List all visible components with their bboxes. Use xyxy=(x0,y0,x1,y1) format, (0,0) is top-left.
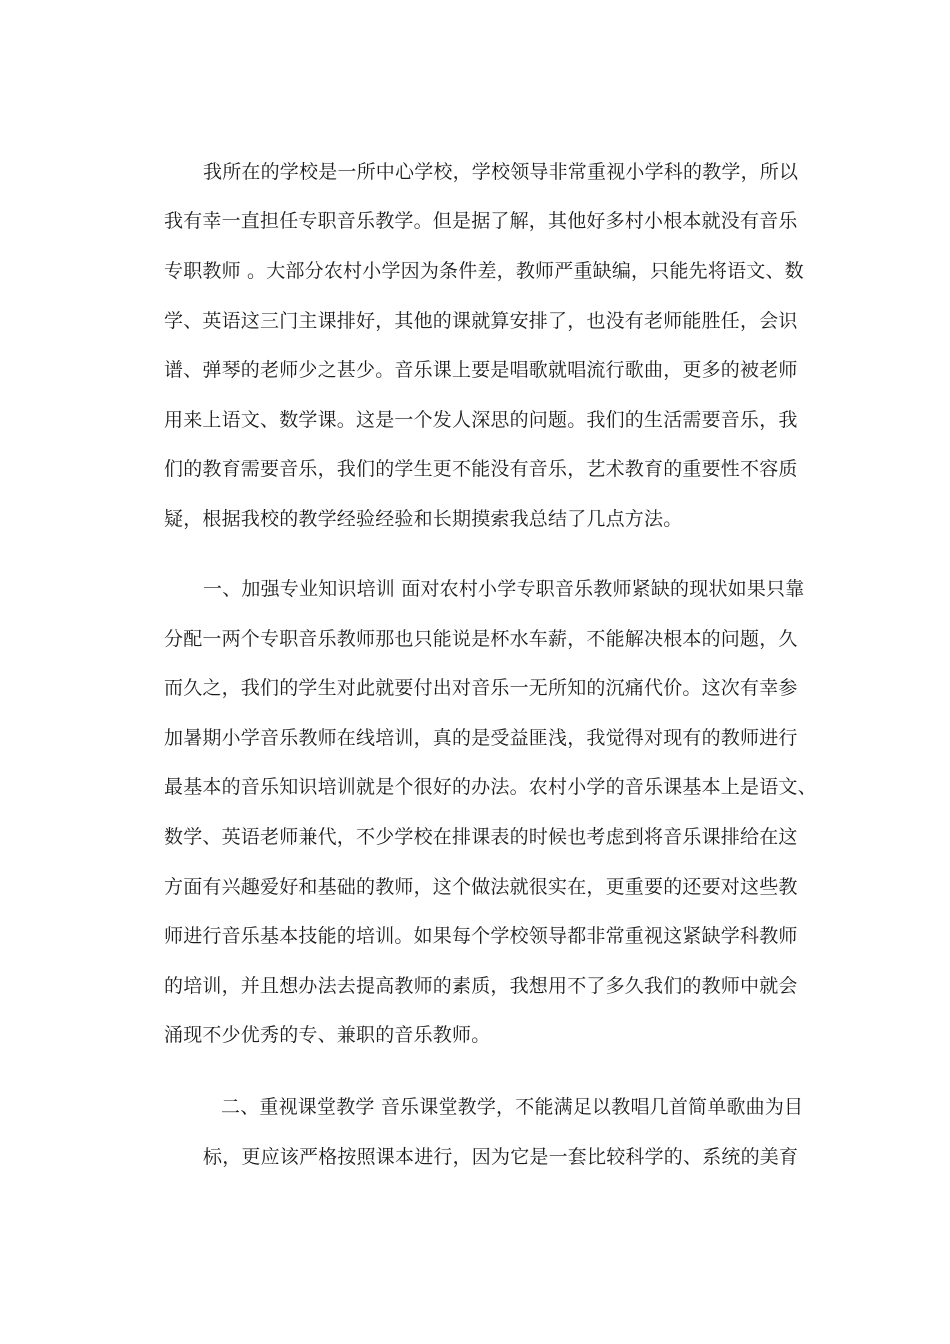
text-line: 我所在的学校是一所中心学校，学校领导非常重视小学科的教学，所以 xyxy=(203,161,799,183)
text-line: 涌现不少优秀的专、兼职的音乐教师。 xyxy=(164,1024,491,1046)
text-line: 一、加强专业知识培训 面对农村小学专职音乐教师紧缺的现状如果只靠 xyxy=(203,578,805,600)
text-line: 二、重视课堂教学 音乐课堂教学，不能满足以教唱几首简单歌曲为目 xyxy=(221,1096,804,1118)
text-line: 用来上语文、数学课。这是一个发人深思的问题。我们的生活需要音乐，我 xyxy=(164,409,798,431)
text-line: 最基本的音乐知识培训就是个很好的办法。农村小学的音乐课基本上是语文、 xyxy=(164,776,817,798)
text-line: 师进行音乐基本技能的培训。如果每个学校领导都非常重视这紧缺学科教师 xyxy=(164,925,798,947)
text-line: 专职教师 。大部分农村小学因为条件差，教师严重缺编，只能先将语文、数 xyxy=(164,260,804,282)
text-line: 谱、弹琴的老师少之甚少。音乐课上要是唱歌就唱流行歌曲，更多的被老师 xyxy=(164,359,798,381)
text-line: 标，更应该严格按照课本进行，因为它是一套比较科学的、系统的美育 xyxy=(203,1146,799,1168)
text-line: 疑，根据我校的教学经验经验和长期摸索我总结了几点方法。 xyxy=(164,508,683,530)
text-line: 的培训，并且想办法去提高教师的素质，我想用不了多久我们的教师中就会 xyxy=(164,975,798,997)
text-line: 方面有兴趣爱好和基础的教师，这个做法就很实在，更重要的还要对这些教 xyxy=(164,876,798,898)
text-line: 加暑期小学音乐教师在线培训，真的是受益匪浅，我觉得对现有的教师进行 xyxy=(164,727,798,749)
text-line: 我有幸一直担任专职音乐教学。但是据了解，其他好多村小根本就没有音乐 xyxy=(164,210,798,232)
text-line: 学、英语这三门主课排好，其他的课就算安排了，也没有老师能胜任，会识 xyxy=(164,310,798,332)
text-line: 而久之，我们的学生对此就要付出对音乐一无所知的沉痛代价。这次有幸参 xyxy=(164,677,798,699)
text-line: 们的教育需要音乐，我们的学生更不能没有音乐，艺术教育的重要性不容质 xyxy=(164,458,798,480)
text-line: 数学、英语老师兼代，不少学校在排课表的时候也考虑到将音乐课排给在这 xyxy=(164,826,798,848)
text-line: 分配一两个专职音乐教师那也只能说是杯水车薪，不能解决根本的问题，久 xyxy=(164,628,798,650)
